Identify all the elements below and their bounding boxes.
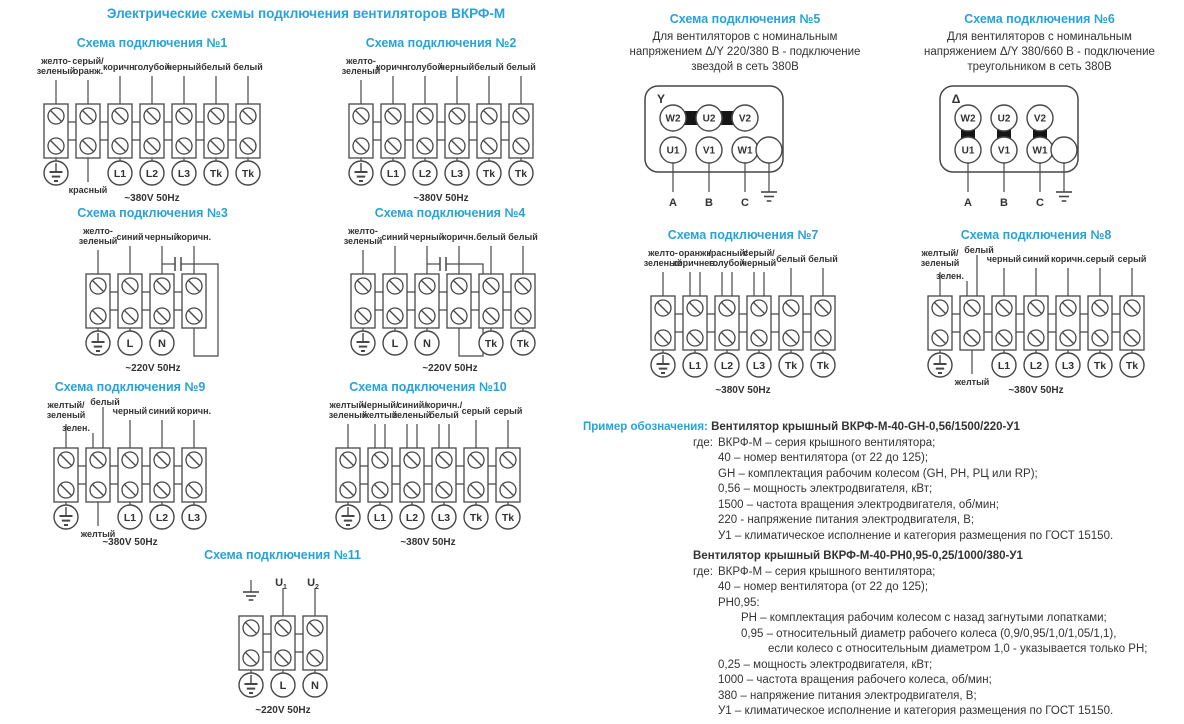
wire-label: белый	[776, 254, 806, 264]
scheme-2	[308, 36, 574, 204]
scheme-7	[598, 228, 888, 396]
terminal-circle-label: Tk	[482, 168, 496, 180]
wire-label: синий	[1022, 254, 1050, 264]
wire-label: зеленый	[920, 258, 960, 268]
wire-label: оранж.	[72, 66, 104, 76]
phase-label: A	[963, 197, 972, 209]
example-line: 1500 – частота вращения электродвигателя, об/мин;	[718, 498, 999, 511]
wire-label: желтый/	[47, 400, 85, 410]
example-block-1	[583, 420, 1183, 544]
scheme-6-diagram	[900, 80, 1180, 212]
terminal-circle-label: L1	[688, 360, 702, 372]
wire-label: серый	[493, 406, 523, 416]
scheme-5-diagram	[605, 80, 885, 212]
terminal-circle-label: L2	[720, 360, 734, 372]
terminal-circle-label: Tk	[516, 338, 530, 350]
wire-label: коричн.	[102, 62, 138, 72]
wire-label: коричн./	[425, 400, 463, 410]
wire-label: белый	[476, 232, 506, 242]
scheme-11-title: Схема подключения №11	[204, 548, 361, 562]
wire-label: белый	[233, 62, 263, 72]
wire-label: коричнев.	[672, 258, 718, 268]
wire-label: голубой	[406, 62, 444, 72]
motor-terminal-label: W1	[737, 145, 753, 157]
wire-label: зеленый	[392, 410, 432, 420]
scheme-9-title: Схема подключения №9	[54, 380, 206, 394]
example-label: Пример обозначения:	[583, 421, 712, 433]
voltage-label: ~380V 50Hz	[102, 537, 158, 548]
example-line: где: ВКРФ-М – серия крышного вентилятора;	[583, 436, 1183, 452]
wire-label: белый	[508, 232, 538, 242]
wire-label: серый	[461, 406, 491, 416]
scheme-3	[30, 206, 275, 374]
scheme-5	[600, 12, 890, 212]
scheme-10-title: Схема подключения №10	[349, 380, 507, 394]
wire-label: черный	[439, 62, 475, 72]
scheme-6-description: Для вентиляторов с номинальным напряжением Δ/Y 380/660 В - подключение треугольником в сеть 380В	[924, 31, 1155, 73]
example-line: У1 – климатическое исполнение и категория размещения по ГОСТ 15150.	[718, 705, 1114, 717]
wire-label: черный	[166, 62, 202, 72]
wire-label: серый/	[72, 56, 104, 66]
terminal-circle-label: L2	[1029, 360, 1043, 372]
wire-label: белый	[429, 410, 459, 420]
scheme-11-diagram	[219, 566, 347, 716]
fan-designation: Вентилятор крышный ВКРФ-М-40-GH-0,56/1500/220-У1	[711, 421, 1020, 433]
wire-label: зеленый	[341, 66, 381, 76]
example-line: 40 – номер вентилятора (от 22 до 125);	[718, 452, 929, 464]
example-line: РН0,95:	[718, 596, 760, 609]
voltage-label: ~380V 50Hz	[715, 385, 771, 396]
wire-label: зеленый	[46, 410, 86, 420]
motor-terminal-label: V1	[997, 145, 1010, 157]
wire-label: желто-	[41, 56, 71, 66]
wire-label: синий	[115, 232, 144, 242]
scheme-7-title: Схема подключения №7	[667, 228, 819, 242]
voltage-label: ~220V 50Hz	[254, 705, 311, 716]
wire-label: $U_2$	[306, 577, 319, 591]
voltage-label: ~380V 50Hz	[400, 537, 456, 548]
motor-terminal-label: U1	[666, 145, 680, 157]
phase-label: C	[1035, 197, 1044, 209]
terminal-circle-label: N	[423, 338, 431, 350]
scheme-7-diagram	[631, 246, 855, 396]
scheme-3-title: Схема подключения №3	[77, 206, 228, 220]
voltage-label: ~380V 50Hz	[413, 193, 469, 204]
wire-label: белый	[201, 62, 231, 72]
wire-label: желто-	[648, 248, 678, 258]
motor-terminal-label: W2	[960, 113, 975, 125]
wire-label: черный/	[361, 400, 399, 410]
example-line: где: ВКРФ-М – серия крышного вентилятора;	[583, 565, 1183, 581]
wire-label: зелен.	[62, 423, 90, 433]
wire-label: зеленый	[643, 258, 683, 268]
page-title: Электрические схемы подключения вентиляторов ВКРФ-М	[106, 6, 506, 21]
scheme-8-diagram	[908, 246, 1164, 396]
wire-label: $U_1$	[274, 577, 287, 591]
wire-label: красный	[68, 185, 108, 195]
terminal-circle-label: L1	[997, 360, 1011, 372]
scheme-10-diagram	[316, 398, 540, 548]
example-block-2	[583, 549, 1183, 720]
terminal-circle-label: Tk	[501, 512, 515, 524]
motor-terminal-label: U1	[961, 145, 974, 157]
motor-terminal-label: W2	[665, 113, 681, 125]
example-line: 0,25 – мощность электродвигателя, кВт;	[718, 658, 933, 671]
wire-label: желто-	[348, 226, 378, 236]
wire-label: коричн.	[441, 232, 477, 242]
terminal-circle-label: L	[126, 338, 133, 350]
example-line: РН – комплектация рабочим колесом с назад загнутыми лопатками;	[741, 612, 1107, 624]
phase-label: C	[741, 197, 749, 209]
voltage-label: ~220V 50Hz	[124, 363, 181, 374]
phase-label: B	[705, 197, 713, 209]
wire-label: черный	[112, 406, 148, 416]
phase-label: B	[999, 197, 1008, 209]
scheme-4-diagram	[331, 224, 569, 374]
voltage-label: ~220V 50Hz	[422, 363, 478, 374]
wire-label: желто-	[346, 56, 376, 66]
wire-label: белый	[506, 62, 536, 72]
terminal-circle-label: N	[310, 680, 319, 692]
terminal-circle-label: Tk	[514, 168, 528, 180]
terminal-circle-label: Tk	[816, 360, 830, 372]
terminal-circle-label: L3	[450, 168, 464, 180]
motor-terminal-label: V2	[1033, 113, 1046, 125]
example-line: 380 – напряжение питания электродвигателя, В;	[718, 689, 977, 702]
example-line: 40 – номер вентилятора (от 22 до 125);	[718, 581, 929, 593]
voltage-label: ~380V 50Hz	[1008, 385, 1064, 396]
motor-terminal-label: W1	[1032, 145, 1047, 157]
terminal-circle-label: L2	[155, 512, 169, 524]
example-title-row	[583, 420, 1183, 436]
wire-label: зеленый	[36, 66, 76, 76]
terminal-circle-label: Tk	[1125, 360, 1139, 372]
motor-terminal-label: V1	[702, 145, 716, 157]
wire-label: черный	[409, 232, 445, 242]
terminal-circle-label: Tk	[209, 168, 223, 180]
ground-terminal	[756, 137, 782, 163]
terminal-circle-label: L	[391, 338, 399, 350]
example-line: если колесо с относительным диаметром 1,0 - указывается только РН;	[768, 643, 1148, 655]
wire-label: серый	[1085, 254, 1115, 264]
scheme-6	[895, 12, 1184, 212]
terminal-circle-label: L2	[418, 168, 432, 180]
wire-label: желтый	[80, 529, 116, 539]
winding-symbol: Δ	[951, 92, 960, 106]
example-line: GH – комплектация рабочим колесом (GH, PH, РЦ или RP);	[718, 467, 1038, 480]
example-line: 0,95 – относительный диаметр рабочего колеса (0,9/0,95/1,0/1,05/1,1),	[741, 627, 1117, 640]
example-line: 220 - напряжение питания электродвигателя, В;	[718, 514, 975, 526]
motor-terminal-label: U2	[702, 113, 716, 125]
wire-label: желто-	[82, 226, 113, 236]
wire-label: коричн.	[176, 406, 212, 416]
scheme-1-title: Схема подключения №1	[76, 36, 228, 50]
wire-label: черный	[144, 232, 179, 242]
wire-label: коричн.	[176, 232, 211, 242]
wire-label: синий/	[397, 400, 427, 410]
wire-label: серый	[1117, 254, 1147, 264]
terminal-circle-label: L2	[145, 168, 159, 180]
where-label: где:	[693, 565, 713, 578]
scheme-5-description: Для вентиляторов с номинальным напряжением Δ/Y 220/380 В - подключение звездой в сеть 380В	[629, 31, 861, 73]
designation-example	[583, 420, 1183, 720]
scheme-4	[318, 206, 582, 374]
wire-label: черный	[741, 258, 777, 268]
example-line: 1000 – частота вращения рабочего колеса, об/мин;	[718, 674, 992, 686]
wire-label: белый	[808, 254, 838, 264]
scheme-6-title: Схема подключения №6	[964, 12, 1115, 26]
phase-label: A	[669, 197, 677, 209]
terminal-circle-label: L1	[386, 168, 400, 180]
scheme-4-title: Схема подключения №4	[374, 206, 526, 220]
scheme-1	[14, 36, 290, 204]
terminal-circle-label: L2	[405, 512, 419, 524]
example-title-row	[583, 549, 1183, 565]
voltage-label: ~380V 50Hz	[124, 193, 180, 204]
scheme-2-diagram	[329, 54, 553, 204]
wire-label: голубой	[133, 62, 171, 72]
wire-label: желтый	[954, 377, 990, 387]
terminal-circle-label: L3	[752, 360, 766, 372]
terminal-circle-label: L3	[437, 512, 451, 524]
motor-terminal-label: U2	[997, 113, 1010, 125]
example-line: 0,56 – мощность электродвигателя, кВт;	[718, 483, 933, 495]
fan-designation: Вентилятор крышный ВКРФ-М-40-РН0,95-0,25/1000/380-У1	[693, 550, 1023, 562]
wire-label: зеленый	[343, 236, 383, 246]
wire-label: белый	[90, 397, 120, 407]
scheme-8-title: Схема подключения №8	[960, 228, 1112, 242]
scheme-5-title: Схема подключения №5	[669, 12, 821, 26]
wire-label: оранж./	[678, 248, 712, 258]
scheme-3-diagram	[66, 224, 240, 374]
scheme-2-title: Схема подключения №2	[365, 36, 517, 50]
wire-label: желтый/	[921, 248, 959, 258]
wire-label: синий	[148, 406, 176, 416]
wire-label: зеленый	[328, 410, 368, 420]
terminal-circle-label: Tk	[241, 168, 255, 180]
wire-label: желтый	[362, 410, 398, 420]
scheme-9	[4, 380, 256, 548]
terminal-circle-label: L1	[123, 512, 137, 524]
scheme-1-diagram	[24, 54, 280, 204]
terminal-circle-label: L3	[177, 168, 191, 180]
wire-label: черный	[986, 254, 1022, 264]
winding-symbol: Y	[656, 92, 666, 106]
terminal-circle-label: L3	[187, 512, 201, 524]
terminal-circle-label: L1	[373, 512, 387, 524]
wire-label: зеленый	[78, 236, 117, 246]
wire-label: желтый/	[329, 400, 367, 410]
wire-label: белый	[964, 245, 994, 255]
wire-label: серый/	[743, 248, 775, 258]
wire-label: коричн.	[375, 62, 411, 72]
wire-label: красный/	[706, 248, 748, 258]
terminal-circle-label: L	[279, 680, 286, 692]
terminal-circle-label: Tk	[469, 512, 483, 524]
scheme-9-diagram	[34, 398, 226, 548]
scheme-11	[160, 548, 405, 716]
where-label: где:	[693, 436, 713, 449]
motor-terminal-label: V2	[738, 113, 752, 125]
terminal-circle-label: Tk	[784, 360, 798, 372]
wire-label: белый	[474, 62, 504, 72]
terminal-circle-label: N	[157, 338, 166, 350]
wire-label: зелен.	[936, 271, 964, 281]
scheme-10	[278, 380, 578, 548]
wire-label: синий	[381, 232, 409, 242]
terminal-circle-label: Tk	[484, 338, 498, 350]
terminal-circle-label: L3	[1061, 360, 1075, 372]
wire-label: коричн.	[1050, 254, 1086, 264]
example-line: У1 – климатическое исполнение и категория размещения по ГОСТ 15150.	[718, 529, 1114, 542]
scheme-8	[890, 228, 1182, 396]
terminal-circle-label: L1	[113, 168, 127, 180]
ground-terminal	[1051, 137, 1077, 163]
terminal-circle-label: Tk	[1093, 360, 1107, 372]
wire-label: голубой	[708, 258, 746, 268]
